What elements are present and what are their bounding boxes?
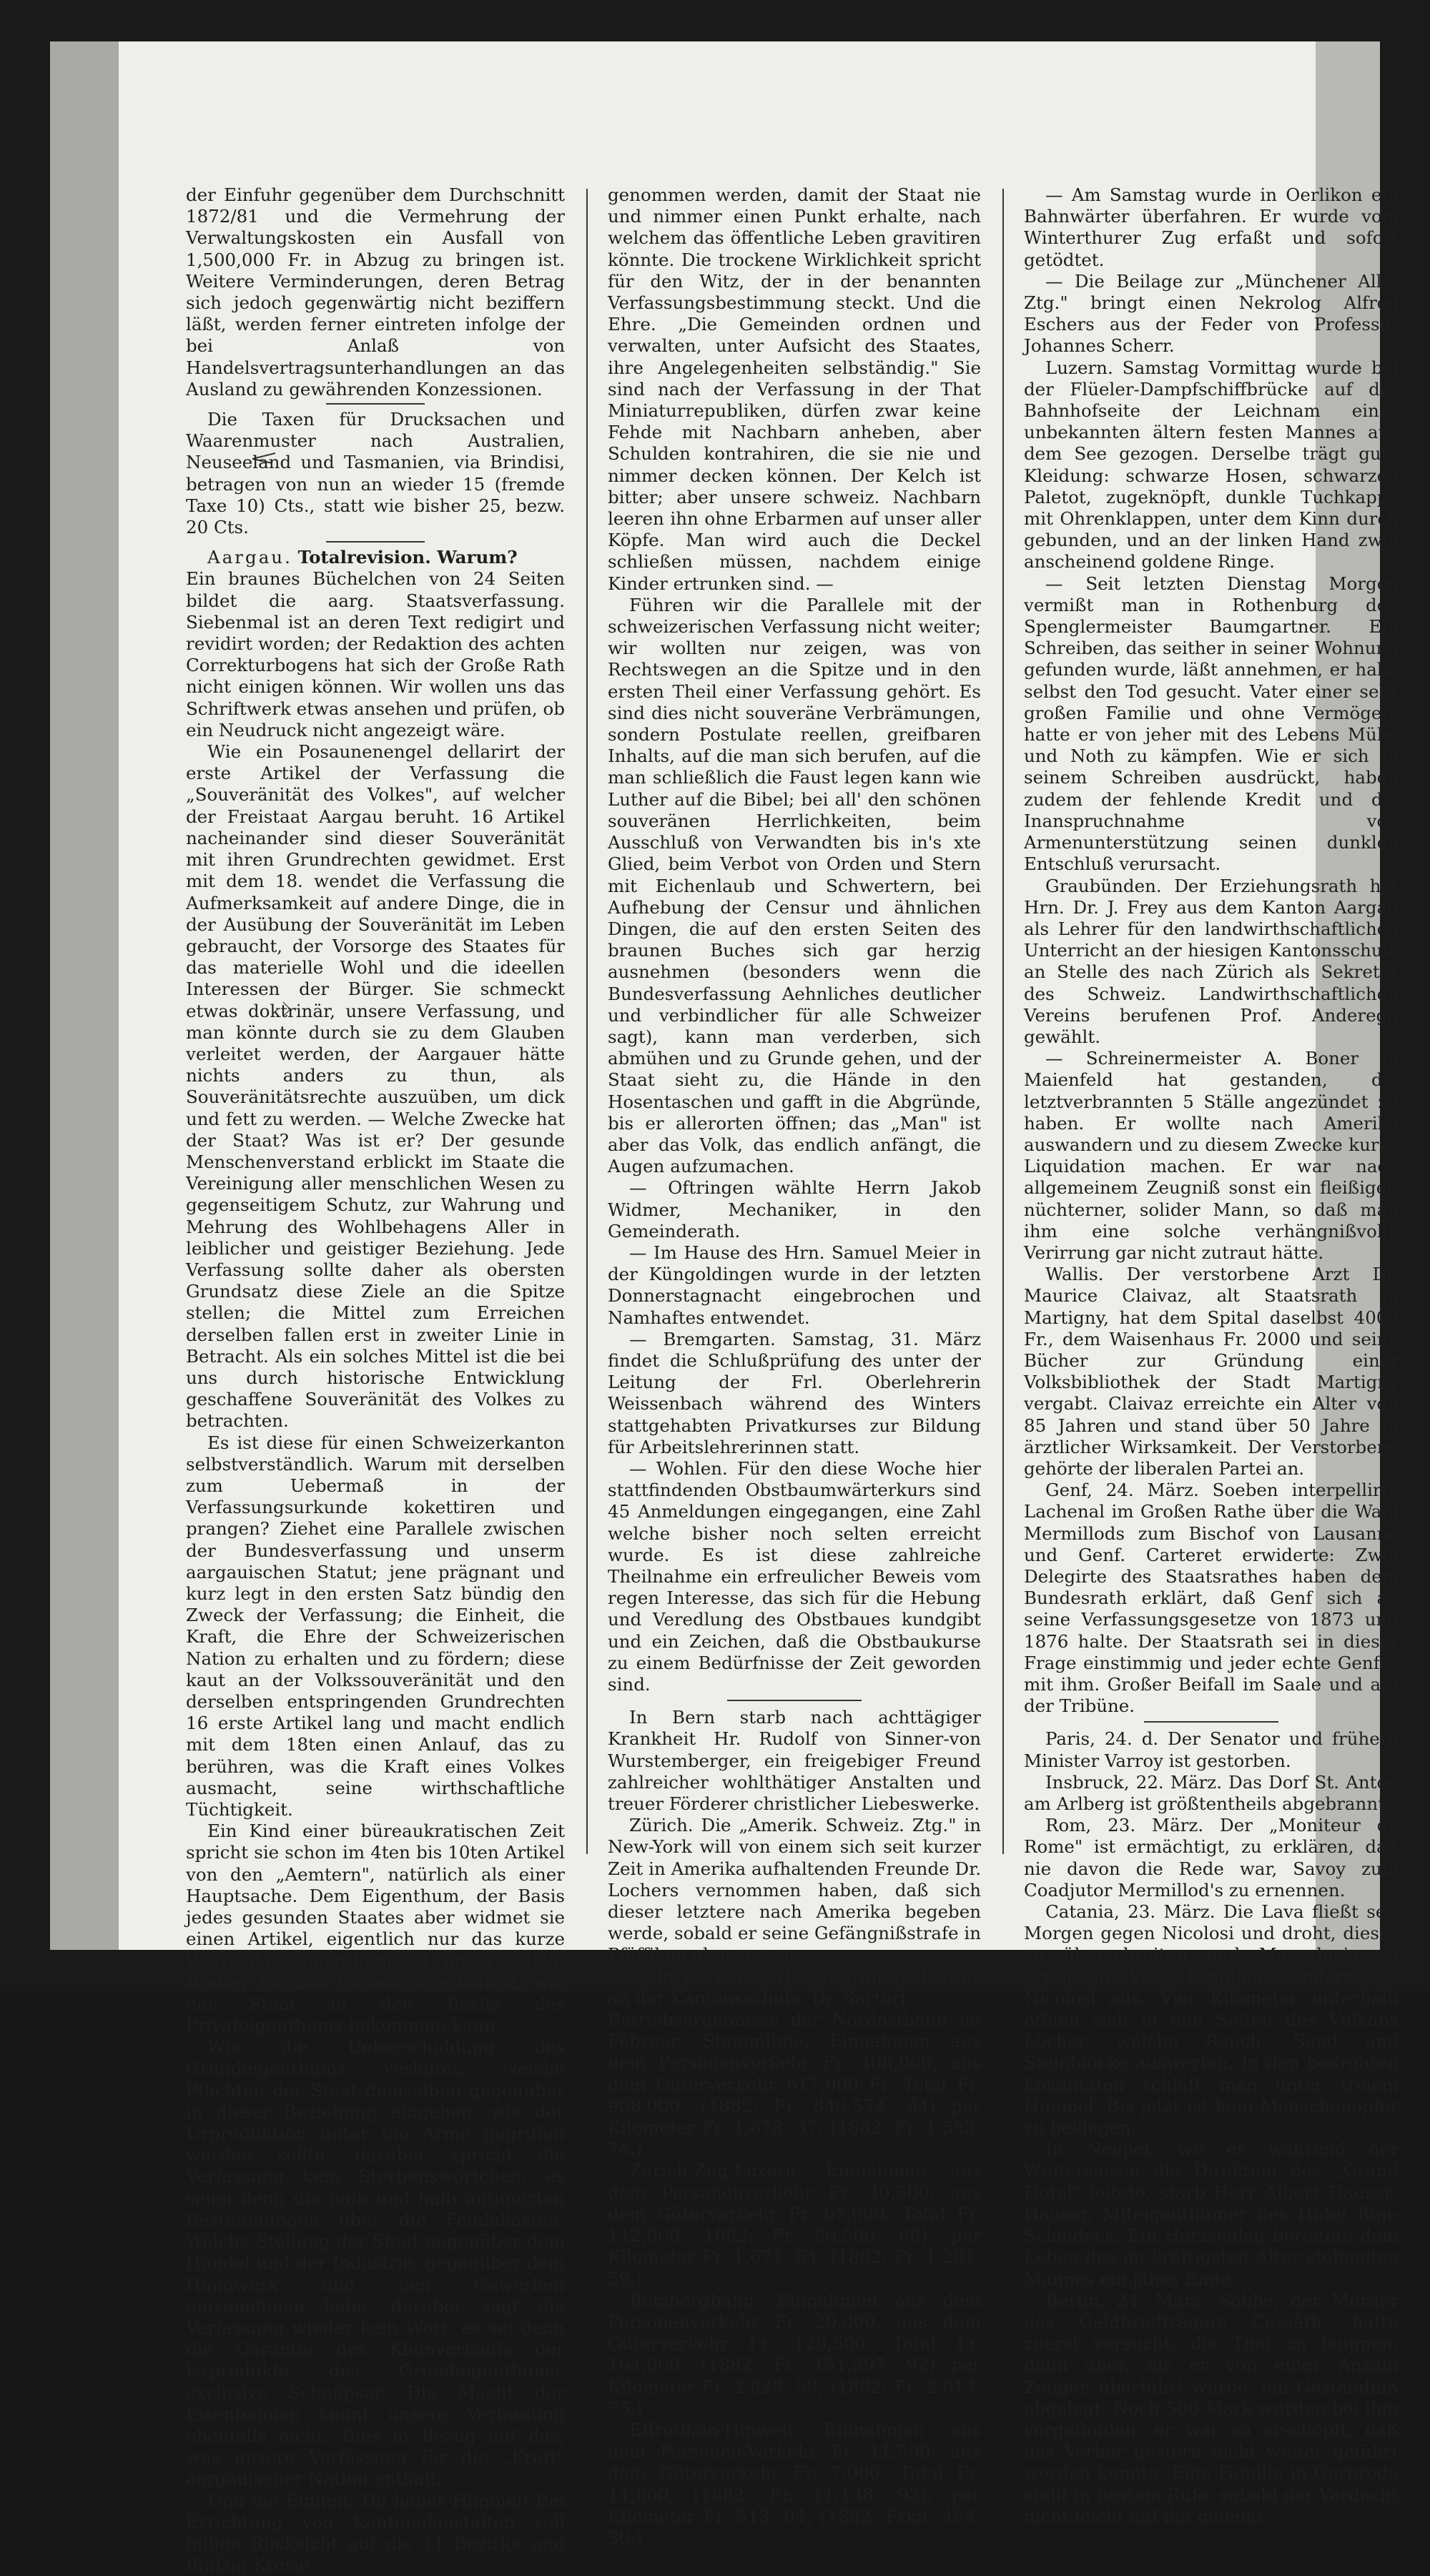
news-item: — Im Hause des Hrn. Samuel Meier in der Küngoldingen wurde in der letzten Donnerstagnacht eingebrochen und Namhaftes entwendet. [608,1242,981,1328]
section-rule [326,541,425,543]
section-rule [727,1700,862,1701]
article-paragraph: genommen werden, damit der Staat nie und nimmer einen Punkt erhalte, nach welchem das öffentliche Leben gravitiren könnte. Die trockene Wirklichkeit spricht für den Witz, der in der benannten Verfassungsbestimmung steckt. Und die Ehre. „Die Gemeinden ordnen und verwalten, unter Aufsicht des Staates, ihre Angelegenheiten selbständig." Sie sind nach der Verfassung in der That Miniaturrepubliken, dürfen zwar keine Fehde mit Nachbarn anheben, aber Schulden kontrahiren, die sie nie und nimmer decken können. Der Kelch ist bitter; aber unsere schweiz. Nachbarn leeren ihn ohne Erbarmen auf unser aller Köpfe. Man wird auch die Deckel schließen müssen, nachdem einige Kinder ertrunken sind. — [608,184,981,594]
article-paragraph: Ein Kind einer büreaukratischen Zeit spricht sie schon im 4ten bis 10ten Artikel von den „Aemtern", natürlich als einer Hauptsache. Dem Eigenthum, der Basis jedes gesunden Staates aber widmet sie einen Artikel, eigentlich nur das kurze Wort: das Eigenthum ist unverletzlich. Breiter ist das Prozedere erläutert, wie der Staat in den Besitz des Privateigenthums bekommen kann. [186,1820,565,2036]
column-1 [186,184,565,2576]
news-item: Zürich. Die „Amerik. Schweiz. Ztg." in New-York will von einem sich seit kurzer Zeit in Amerika aufhaltenden Freunde Dr. Lochers vernommen haben, daß sich dieser letztere nach Amerika begeben werde, sobald er seine Gefängnißstrafe in Pfäffikon abgesessen. [608,1815,981,1966]
article-headline: Totalrevision. Warum? [297,547,518,568]
news-item: Rom, 23. März. Der „Moniteur de Rome" ist ermächtigt, zu erklären, daß nie davon die Rede war, Savoy zum Coadjutor Mermillod's zu ernennen. [1024,1815,1399,1901]
article-paragraph: Führen wir die Parallele mit der schweizerischen Verfassung nicht weiter; wir wollten nur zeigen, was von Rechtswegen an die Spitze und in den ersten Theil einer Verfassung gehört. Es sind dies nicht souveräne Verbrämungen, sondern Postulate reellen, greifbaren Inhalts, auf die man sich berufen, auf die man schließlich die Faust legen kann wie Luther auf die Bibel; bei all' den schönen souveränen Herrlichkeiten, beim Ausschluß von Verwandten bis in's xte Glied, beim Verbot von Orden und Stern mit Eichenlaub und Schwertern, bei Aufhebung der Censur und ähnlichen Dingen, die auf den ersten Seiten des braunen Buches sich gar herzig ausnehmen (besonders wenn die Bundesverfassung Aehnliches deutlicher und verbindlicher für alle Schweizer sagt), kann man verderben, sich abmühen und zu Grunde gehen, und der Staat sieht zu, die Hände in den Hosentaschen und gafft in die Abgründe, bis er allerorten öffnen; das „Man" ist aber das Volk, das endlich anfängt, die Augen aufzumachen. [608,594,981,1177]
news-item: — Wohlen. Für den diese Woche hier stattfindenden Obstbaumwärterkurs sind 45 Anmeldungen eingegangen, eine Zahl welche bisher noch selten erreicht wurde. Es ist diese zahlreiche Theilnahme ein erfreulicher Beweis vom regen Interesse, das sich für die Hebung und Veredlung des Obstbaues kundgibt und ein Zeichen, daß die Obstbaukurse zu einem Bedürfnisse der Zeit geworden sind. [608,1457,981,1695]
news-item: In Neapel, wo er während der Wintersaison die Direktion des „Grand Hotel" leitete, starb Herr Albert Hauser-Hauser, Miteigenthümer des Hotel Rigi-Scheideck. Ein Herzschlag bereitete dem Leben des im kräftigsten Alter stehenden Mannes ein jähes Ende. [1024,2139,1399,2289]
news-item: Graubünden. Der Erziehungsrath hat Hrn. Dr. J. Frey aus dem Kanton Aargau als Lehrer für den landwirthschaftlichen Unterricht an der hiesigen Kantonsschule an Stelle des nach Zürich als Sekretär des Schweiz. Landwirthschaftlichen Vereins berufenen Prof. Anderegg gewählt. [1024,875,1399,1047]
column-divider [1002,189,1004,1854]
railway-report: Effretikon-Hinweil. Einnahmen aus dem Personen-Verkehr Fr. 11,500, aus dem Güterverkehr Fr. 7,000. Total Fr. 11,800, (1882: Fr. 11,138. 93), per Kilometer Fr. 513. 04, (1882: Frkn. 484. 30.) [608,2419,981,2548]
dateline-aargau: Aargau. [207,547,292,568]
news-item: In Bern starb nach achttägiger Krankheit Hr. Rudolf von Sinner-von Wurstemberger, ein freigebiger Freund zahlreicher wohlthätiger Anstalten und treuer Förderer christlicher Liebeswerke. [608,1707,981,1815]
column-2 [608,184,981,2549]
section-rule [326,403,425,405]
page-edge-left [50,41,119,1950]
news-item: Genf, 24. März. Soeben interpellirte Lachenal im Großen Rathe über die Wahl Mermillods zum Bischof von Lausanne und Genf. Carteret erwiderte: Zwei Delegirte des Staatsrathes haben dem Bundesrath erklärt, daß Genf sich an seine Verfassungsgesetze von 1873 und 1876 halte. Der Staatsrath sei in dieser Frage einstimmig und jeder echte Genfer mit ihm. Großer Beifall im Saale und auf der Tribüne. [1024,1480,1399,1717]
article-paragraph: Wie ein Posaunenengel dellarirt der erste Artikel der Verfassung die „Souveränität des Volkes", auf welcher der Freistaat Aargau beruht. 16 Artikel nacheinander sind dieser Souveränität mit ihren Grundrechten gewidmet. Erst mit dem 18. wendet die Verfassung die Aufmerksamkeit auf andere Dinge, die in der Ausübung der Souveränität im Leben gebraucht, der Vorsorge des Staates für das materielle Wohl und die ideellen Interessen der Bürger. Sie schmeckt etwas doktrinär, unsere Verfassung, und man könnte durch sie zu dem Glauben verleitet werden, der Aargauer hätte nichts anders zu thun, als Souveränitätsrechte auszuüben, um dick und fett zu werden. — Welche Zwecke hat der Staat? Was ist er? Der gesunde Menschenverstand erblickt im Staate die Vereinigung aller menschlichen Wesen zu gegenseitigem Schutz, zur Wahrung und Mehrung des Wohlbehagens Aller in leiblicher und geistiger Beziehung. Jede Verfassung sollte daher als obersten Grundsatz diese Ziele an die Spitze stellen; die Mittel zum Erreichen derselben fallen erst in zweiter Linie in Betracht. Als ein solches Mittel ist die bei uns durch historische Entwicklung geschaffene Souveränität des Volkes zu betrachten. [186,741,565,1432]
railway-report: Betriebsergebnisse der Nordostbahn im Februar. Stammlinie. Einnahmen aus dem Personenverkehr Fr. 408,000, aus dem Güterverkehr 617,000 Fr. Total Fr. 908,000, (1882: Fr. 840,574. 94) per Kilometer Fr. 1,678. 37; (1882: Fr. 1,553. 74.) [608,2009,981,2160]
article-paragraph: der Einfuhr gegenüber dem Durchschnitt 1872/81 und die Vermehrung der Verwaltungskosten ein Ausfall von 1,500,000 Fr. in Abzug zu bringen ist. Weitere Verminderungen, deren Betrag sich jedoch gegenwärtig nicht beziffern läßt, werden ferner eintreten infolge der bei Anlaß von Handelsvertragsunterhandlungen an das Ausland zu gewährenden Konzessionen. [186,184,565,400]
article-paragraph: Die Taxen für Drucksachen und Waarenmuster nach Australien, Neuseeland und Tasmanien, via Brindisi, betragen von nun an wieder 15 (fremde Taxe 10) Cts., statt wie bisher 25, bezw. 20 Cts. [186,409,565,538]
news-item: — Oftringen wählte Herrn Jakob Widmer, Mechaniker, in den Gemeinderath. [608,1177,981,1242]
news-item: Luzern. Samstag Vormittag wurde bei der Flüeler-Dampfschiffbrücke auf der Bahnhofseite der Leichnam eines unbekannten ältern festen Mannes aus dem See gezogen. Derselbe trägt gute Kleidung: schwarze Hosen, schwarzen Paletot, zugeknöpft, dunkle Tuchkappe mit Ohrenklappen, unter dem Kinn durch gebunden, und an der linken Hand zwei anscheinend goldene Ringe. [1024,357,1399,573]
news-item: — In Zürich starb der frühere Lehrer an der Kantonsschule, Dr. Sartori. [608,1966,981,2008]
news-item: Berlin, 24. März. Sobbe, der Mörder des Geldbriefträgers Cossäth, hatte zuerst versucht, die That zu leugnen, dann aber, als er von einer Anzahl Zeugen überführt wurde, ein Geständniß abgelegt. Noch 500 Mark wurden bei ihm vorgefunden; er war so erschöpft, daß das Verhör gestern nicht weiter geführt werden konnte. Eine Familie in Gernrode stellt in bestem Rufe, sobald der Verdacht nicht leicht auf ihn gelenkt [1024,2289,1399,2527]
column-3 [1024,184,1399,2527]
news-item: Paris, 24. d. Der Senator und frühere Minister Varroy ist gestorben. [1024,1728,1399,1771]
news-item: — Am Samstag wurde in Oerlikon ein Bahnwärter überfahren. Er wurde vom Winterthurer Zug erfaßt und sofort getödtet. [1024,184,1399,270]
news-item: Wallis. Der verstorbene Arzt Dr. Maurice Claivaz, alt Staatsrath in Martigny, hat dem Spital daselbst 4000 Fr., dem Waisenhaus Fr. 2000 und seine Bücher zur Gründung einer Volksbibliothek der Stadt Martigny vergabt. Claivaz erreichte ein Alter von 85 Jahren und stand über 50 Jahre in ärztlicher Wirksamkeit. Der Verstorbene gehörte der liberalen Partei an. [1024,1264,1399,1479]
news-item: — Bremgarten. Samstag, 31. März findet die Schlußprüfung des unter der Leitung der Frl. Oberlehrerin Weissenbach während des Winters stattgehabten Privatkurses zur Bildung für Arbeitslehrerinnen statt. [608,1328,981,1457]
news-item: Catania, 23. März. Die Lava fließt seit Morgen gegen Nicolosi und droht, dieses zu überschreiten und Mascalucia zu erreichen. Viele Familien wandern aus Nicolosi aus. Vier Kilometer unterhalb öffnen sich in den Seiten des Vulkans Löcher, welche Rauch, Sand und Steinblöcke auswerfen. In den bedrohten Lokalitäten schläft man unter freiem Himmel. Bis jetzt ist kein Menschenopfer zu beklagen. [1024,1901,1399,2139]
article-paragraph: Ein braunes Büchelchen von 24 Seiten bildet die aarg. Staatsverfassung. Siebenmal ist an deren Text redigirt und revidirt worden; der Redaktion des achten Correkturbogens hat sich der Große Rath nicht einigen können. Wir wollen uns das Schriftwerk etwas ansehen und prüfen, ob ein Neudruck nicht angezeigt wäre. [186,568,565,740]
newspaper-page [50,41,1399,2576]
railway-report: Zürich-Zug-Luzern. Einnahmen aus dem Personenverkehr Fr. 40,500, aus dem Güterverkehr Fr. 67,000. Total Fr. 112,000, 1882: Fr. 80,506. 88), per Kilometer Fr. 1,671. 64, (1882: Fr. 1,201. 59.) [608,2160,981,2289]
news-item: — Seit letzten Dienstag Morgen vermißt man in Rothenburg den Spenglermeister Baumgartner. Ein Schreiben, das seither in seiner Wohnung gefunden wurde, läßt annehmen, er habe selbst den Tod gesucht. Vater einer sehr großen Familie und ohne Vermögen, hatte er von jeher mit des Lebens Mühe und Noth zu kämpfen. Wie er sich in seinem Schreiben ausdrückt, haben zudem der fehlende Kredit und die Inanspruchnahme von Armenunterstützung seinen dunklen Entschluß verursacht. [1024,573,1399,875]
column-divider [586,189,588,1854]
article-paragraph: Es ist diese für einen Schweizerkanton selbstverständlich. Warum mit derselben zum Uebermaß in der Verfassungsurkunde kokettiren und prangen? Ziehet eine Parallele zwischen der Bundesverfassung und unserm aargauischen Statut; jene prägnant und kurz legt in den ersten Satz bündig den Zweck der Verfassung; die Einheit, die Kraft, die Ehre der Schweizerischen Nation zu erhalten und zu fördern; diese kaut an der Volkssouveränität und den derselben entspringenden Grundrechten 16 erste Artikel lang und macht endlich mit dem 18ten einen Anlauf, das zu berühren, was die Kraft eines Volkes ausmacht, seine wirthschaftliche Tüchtigkeit. [186,1432,565,1820]
news-item: — Die Beilage zur „Münchener Allg. Ztg." bringt einen Nekrolog Alfred Eschers aus der Feder von Professor Johannes Scherr. [1024,270,1399,357]
article-paragraph: Und die Einheit. Du lieber Himmel! Bei Errichtung von Kantonalanstalten soll billige Rücksicht auf die 11 Bezirke und fünfzig Kreise [186,2490,565,2576]
railway-report: Bötzbergbahn. Einnahmen aus dem Personenverkehr Fr. 20,000, aus dem Güterverkehr Fr. 128,500. Total Fr. 164,000, (1882: Fr. 151,597. 92) per Kilometer Fr. 2,828. 59, (1882: Fr. 2,613. 75.) [608,2289,981,2419]
news-item: Insbruck, 22. März. Das Dorf St. Anton am Arlberg ist größtentheils abgebrannt. [1024,1771,1399,1815]
newspaper-sheet [119,41,1399,2576]
article-paragraph: Wie die Ueberschuldung des Grundeigenthums verhütet, welche Pflichten der Staat demselben gegenüber in dieser Beziehung eingehen, wie der Urproduktion unter die Arme gegriffen werden sollte, darüber spricht die Verfassung kein Sterbenswörtchen, es seien denn die halb und halb antiquirten Bestimmungen über die Feudallasten. Welche Stellung der Staat gegenüber dem Handel und der Industrie, gegenüber dem Handwerk und den Gewerben einzunehmen habe, darüber sagt die Verfassung wieder kein Wort, es sei denn die Garantie des Kleinverkaufs der Urprodukte des Grundeigenthums, exclusive Schnäpser. Die Macht der Eisenbahnen kennt unsere Verfassung ebenfalls nicht. Dies in Bezug auf das, was unsere Verfassung für die „Kraft" aargauischer Nation enthält. [186,2036,565,2490]
section-rule [1144,1721,1279,1723]
news-item: — Schreinermeister A. Boner in Maienfeld hat gestanden, die letztverbrannten 5 Ställe angezündet zu haben. Er wollte nach Amerika auswandern und zu diesem Zwecke kurze Liquidation machen. Er war nach allgemeinem Zeugniß sonst ein fleißiger, nüchterner, solider Mann, so daß man ihm eine solche verhängnißvolle Verirrung gar nicht zutraut hätte. [1024,1048,1399,1263]
article-heading-line [186,547,565,568]
